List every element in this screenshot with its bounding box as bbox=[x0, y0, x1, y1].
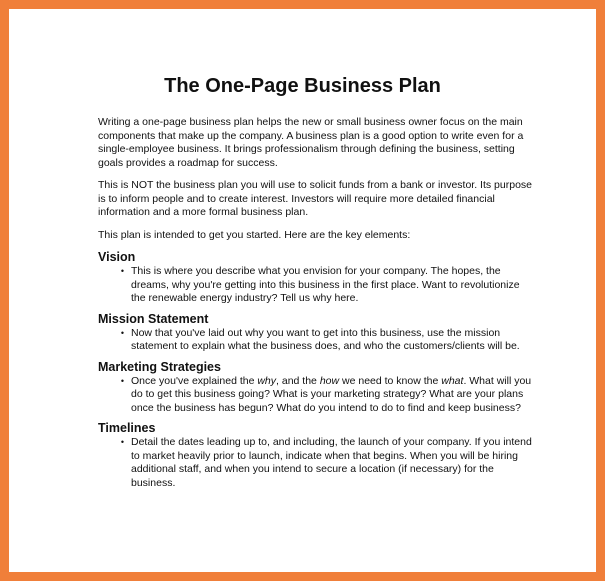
document-body bbox=[98, 116, 532, 495]
list-item bbox=[98, 265, 532, 306]
bullet-icon: • bbox=[120, 327, 124, 338]
emphasis-why: why bbox=[257, 374, 277, 387]
bullet-icon: • bbox=[120, 437, 124, 447]
section-text-vision: This is where you describe what you envision for your company. The hopes, the dreams, why you're getting into this business in the first place. Want to revolutionize the renewable energy industry? Tell us why here. bbox=[131, 265, 520, 304]
bullet-icon: • bbox=[120, 266, 124, 276]
emphasis-how: how bbox=[319, 374, 340, 387]
text-segment: we need to know the bbox=[339, 374, 442, 387]
section-text-timelines: Detail the dates leading up to, and including, the launch of your company. If you intend to market heavily prior to launch, indicate when that begins. When you will be hiring additional staff, and when you intend to secure a location (if necessary) for the business. bbox=[131, 436, 532, 489]
emphasis-what: what bbox=[441, 374, 464, 387]
document-title: The One-Page Business Plan bbox=[164, 75, 441, 97]
list-item bbox=[98, 436, 532, 490]
section-heading-mission: Mission Statement bbox=[98, 311, 209, 326]
section-heading-vision: Vision bbox=[98, 250, 136, 264]
text-segment: , and the bbox=[276, 374, 320, 387]
list-item bbox=[98, 375, 532, 416]
section-text-marketing bbox=[131, 375, 532, 416]
text-segment: . What will you do to get this business going? What is your marketing strategy? What are your plans once the business has begun? What do you intend to do to find and keep business? bbox=[131, 374, 532, 414]
section-heading-timelines: Timelines bbox=[98, 421, 156, 435]
text-segment: Once you've explained the bbox=[131, 374, 258, 387]
list-item bbox=[98, 327, 532, 354]
intro-paragraph: This plan is intended to get you started. Here are the key elements: bbox=[98, 228, 411, 241]
section-text-mission: Now that you've laid out why you want to get into this business, use the mission statement to explain what the business does, and who the customers/clients will be. bbox=[131, 326, 520, 352]
section-heading-marketing: Marketing Strategies bbox=[98, 359, 221, 374]
intro-paragraph: Writing a one-page business plan helps the new or small business owner focus on the main components that make up the company. A business plan is a good option to write even for a single-employee business. It brings professionalism through defining the business, setting goals provides a roadmap for success. bbox=[98, 116, 524, 169]
bullet-icon: • bbox=[120, 375, 124, 386]
document-page bbox=[9, 9, 596, 572]
intro-paragraph: This is NOT the business plan you will use to solicit funds from a bank or investor. Its purpose is to inform people and to create interest. Investors will require more detailed financial information and a more formal business plan. bbox=[98, 179, 533, 218]
